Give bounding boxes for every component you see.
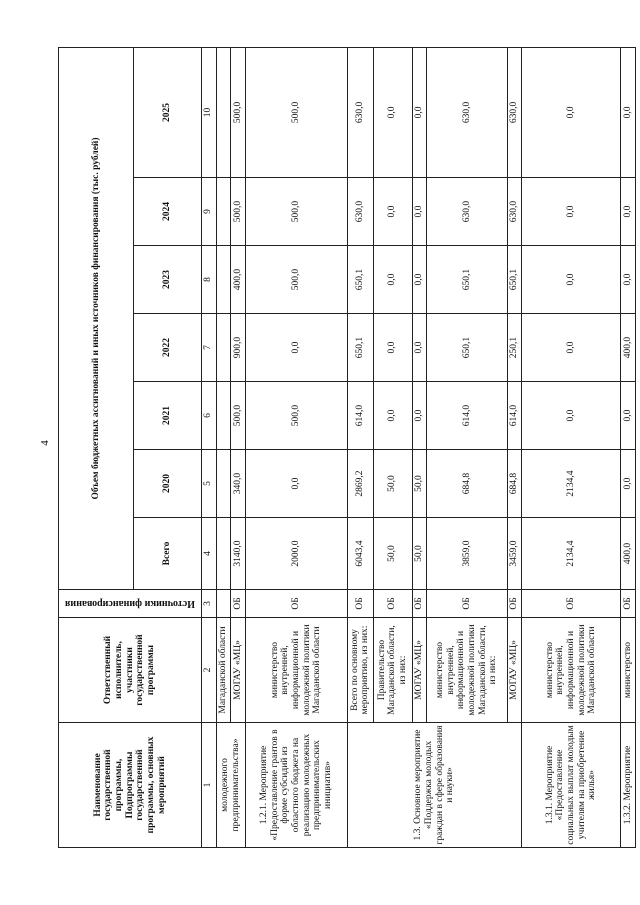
value-cell: 500,0 [231, 382, 246, 450]
measure-name: 1.3.1. Мероприятие «Предоставление социальных выплат молодым учителям на приобретение жилья» [522, 723, 621, 848]
value-cell: 400,0 [231, 246, 246, 314]
value-cell: 50,0 [412, 518, 427, 590]
table-row [347, 47, 373, 847]
col-number: 3 [201, 590, 216, 618]
value-cell: 0,0 [373, 314, 412, 382]
value-cell: 3859,0 [427, 518, 508, 590]
value-cell: 630,0 [427, 47, 508, 177]
header-source [59, 590, 202, 618]
value-cell: 650,1 [347, 246, 373, 314]
header-year-2025: 2025 [133, 47, 201, 177]
source-cell: ОБ [245, 590, 347, 618]
source-cell: ОБ [412, 590, 427, 618]
measure-name: молодежного предпринимательства» [216, 723, 245, 848]
value-cell: 614,0 [507, 382, 522, 450]
col-number: 2 [201, 618, 216, 723]
col-number: 1 [201, 723, 216, 848]
source-cell: ОБ [373, 590, 412, 618]
table-body [59, 47, 636, 847]
header-year-total: Всего [133, 518, 201, 590]
value-cell: 50,0 [412, 450, 427, 518]
header-year-2024: 2024 [133, 178, 201, 246]
value-cell: 0,0 [412, 47, 427, 177]
source-cell: ОБ [427, 590, 508, 618]
table-row [216, 47, 231, 847]
value-cell: 650,1 [427, 314, 508, 382]
executor-cell: министерство внутренней, информационной и молодежной политики Магаданской области [522, 618, 621, 723]
header-source-text: Источники финансирования [64, 598, 195, 609]
value-cell: 900,0 [231, 314, 246, 382]
value-cell [216, 47, 231, 177]
value-cell: 340,0 [231, 450, 246, 518]
value-cell: 0,0 [522, 382, 621, 450]
executor-cell: министерство внутренней, информационной и молодежной политики Магаданской области, из них: [427, 618, 508, 723]
header-year-2023: 2023 [133, 246, 201, 314]
measure-name: 1.3.2. Мероприятие [621, 723, 636, 848]
value-cell: 500,0 [245, 246, 347, 314]
executor-cell: Магаданской области [216, 618, 231, 723]
source-cell: ОБ [621, 590, 636, 618]
measure-name: 1.2.1. Мероприятие «Предоставление грантов в форме субсидий из областного бюджета на реализацию молодежных предпринимательских инициатив» [245, 723, 347, 848]
executor-cell: Правительство Магаданской области, из них: [373, 618, 412, 723]
value-cell: 0,0 [245, 314, 347, 382]
value-cell: 0,0 [412, 178, 427, 246]
value-cell: 50,0 [373, 518, 412, 590]
header-funding-group: Объем бюджетных ассигнований и иных источников финансирования (тыс. рублей) [59, 47, 134, 589]
header-year-2021: 2021 [133, 382, 201, 450]
value-cell: 0,0 [621, 246, 636, 314]
value-cell: 614,0 [347, 382, 373, 450]
value-cell: 6043,4 [347, 518, 373, 590]
value-cell: 630,0 [427, 178, 508, 246]
value-cell: 630,0 [347, 178, 373, 246]
executor-cell: министерство внутренней, информационной и молодежной политики Магаданской области [245, 618, 347, 723]
value-cell: 400,0 [621, 518, 636, 590]
value-cell: 2000,0 [245, 518, 347, 590]
value-cell: 3140,0 [231, 518, 246, 590]
value-cell: 0,0 [522, 246, 621, 314]
value-cell: 0,0 [522, 178, 621, 246]
col-number: 7 [201, 314, 216, 382]
value-cell: 0,0 [522, 47, 621, 177]
executor-cell: МОГАУ «МЦ» [507, 618, 522, 723]
funding-table [58, 47, 636, 848]
rotated-table-wrapper [58, 48, 636, 848]
value-cell: 0,0 [621, 450, 636, 518]
value-cell: 630,0 [507, 178, 522, 246]
value-cell: 614,0 [427, 382, 508, 450]
header-executor: Ответственный исполнитель, участники государственной программы [59, 618, 202, 723]
value-cell: 0,0 [522, 314, 621, 382]
value-cell: 650,1 [347, 314, 373, 382]
source-cell [216, 590, 231, 618]
value-cell: 650,1 [507, 246, 522, 314]
col-number: 5 [201, 450, 216, 518]
value-cell: 0,0 [412, 382, 427, 450]
value-cell: 500,0 [245, 382, 347, 450]
table-row [245, 47, 347, 847]
header-name: Наименование государственной программы, Подпрограммы государственной программы, основных мероприятий [59, 723, 202, 848]
col-number: 4 [201, 518, 216, 590]
executor-cell: министерство [621, 618, 636, 723]
value-cell: 0,0 [373, 382, 412, 450]
header-year-2020: 2020 [133, 450, 201, 518]
value-cell: 0,0 [621, 382, 636, 450]
value-cell [216, 518, 231, 590]
value-cell: 630,0 [507, 47, 522, 177]
value-cell: 500,0 [231, 47, 246, 177]
value-cell: 2134,4 [522, 518, 621, 590]
value-cell: 630,0 [347, 47, 373, 177]
value-cell: 3459,0 [507, 518, 522, 590]
value-cell [216, 246, 231, 314]
value-cell: 2134,4 [522, 450, 621, 518]
source-cell: ОБ [522, 590, 621, 618]
col-number: 6 [201, 382, 216, 450]
value-cell: 500,0 [231, 178, 246, 246]
col-number: 9 [201, 178, 216, 246]
value-cell: 500,0 [245, 47, 347, 177]
value-cell: 2869,2 [347, 450, 373, 518]
value-cell [216, 382, 231, 450]
value-cell: 0,0 [412, 314, 427, 382]
executor-cell: МОГАУ «МЦ» [412, 618, 427, 723]
page-number: 4 [38, 440, 51, 446]
table-row [621, 47, 636, 847]
value-cell: 0,0 [621, 178, 636, 246]
value-cell: 500,0 [245, 178, 347, 246]
executor-cell: МОГАУ «МЦ» [231, 618, 246, 723]
value-cell: 0,0 [373, 246, 412, 314]
value-cell: 0,0 [245, 450, 347, 518]
value-cell: 684,8 [507, 450, 522, 518]
source-cell: ОБ [347, 590, 373, 618]
value-cell [216, 450, 231, 518]
header-year-2022: 2022 [133, 314, 201, 382]
source-cell: ОБ [231, 590, 246, 618]
value-cell: 0,0 [373, 47, 412, 177]
table-row [522, 47, 621, 847]
value-cell: 0,0 [621, 47, 636, 177]
value-cell: 50,0 [373, 450, 412, 518]
col-number: 8 [201, 246, 216, 314]
value-cell [216, 314, 231, 382]
measure-name: 1.3. Основное мероприятие «Поддержка молодых граждан в сфере образования и науки» [347, 723, 522, 848]
value-cell [216, 178, 231, 246]
value-cell: 650,1 [427, 246, 508, 314]
source-cell: ОБ [507, 590, 522, 618]
value-cell: 250,1 [507, 314, 522, 382]
value-cell: 0,0 [373, 178, 412, 246]
executor-cell: Всего по основному мероприятию, из них: [347, 618, 373, 723]
value-cell: 0,0 [412, 246, 427, 314]
value-cell: 400,0 [621, 314, 636, 382]
value-cell: 684,8 [427, 450, 508, 518]
col-number: 10 [201, 47, 216, 177]
